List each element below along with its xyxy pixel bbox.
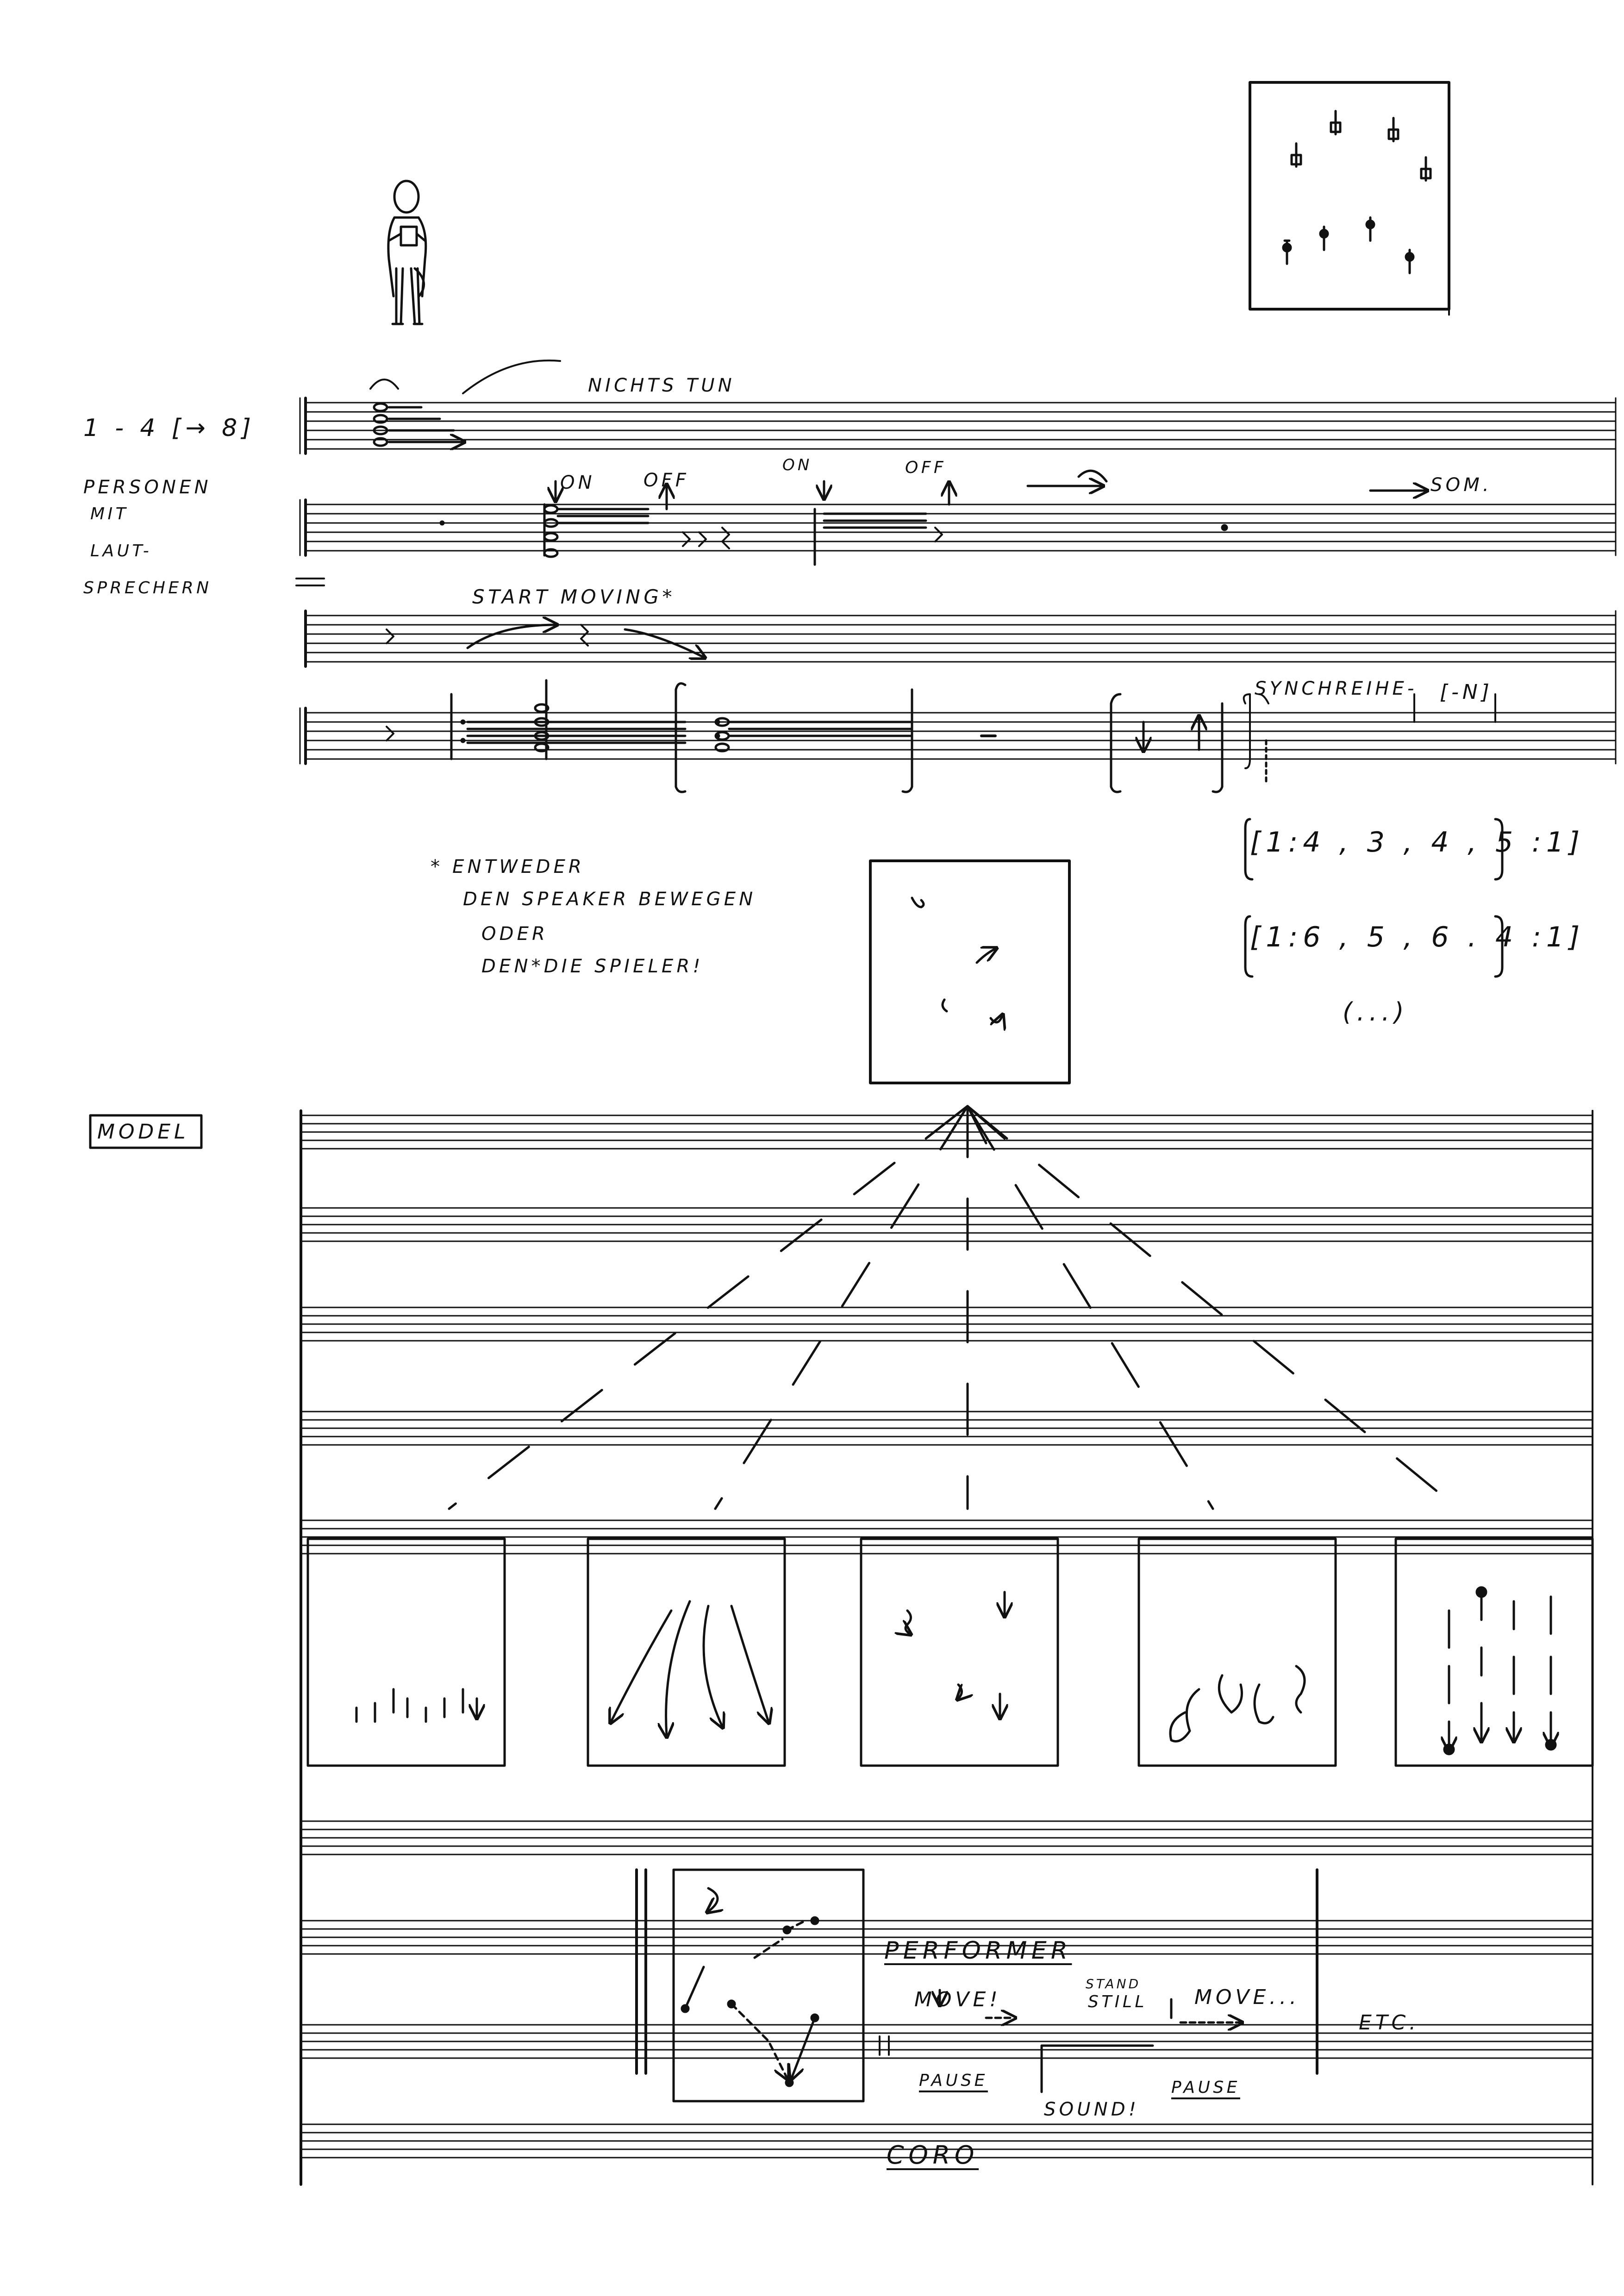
double-dash [296,579,324,585]
personen-label: PERSONEN [83,477,212,498]
figure-with-speaker-icon [388,181,426,324]
pause-label-2: PAUSE [1171,2078,1240,2097]
model-label: MODEL [97,1120,189,1144]
series-1: [1:4 , 3 , 4 , 5 :1] [1250,826,1585,859]
player-symbols [1283,218,1413,273]
som-label: SOM. [1430,474,1492,496]
move-label-2: MOVE... [1194,1985,1300,2009]
player-count: 1 - 4 [→ 8] [83,414,256,442]
stage-box-middle [870,861,1069,1083]
fermata-icon [370,380,398,389]
performer-label: PERFORMER [884,1937,1072,1965]
rest-icon [683,532,706,546]
footnote-line-4: DEN*DIE SPIELER! [481,956,704,977]
footnote-line-2: DEN SPEAKER BEWEGEN [463,889,756,910]
off-label-1: OFF [643,470,690,491]
model-box-1 [308,1539,505,1766]
synchreihe-label: SYNCHREIHE- [1255,678,1418,699]
footnote-line-3: ODER [481,923,549,945]
model-box-2 [588,1539,785,1766]
footnote-line-1: * ENTWEDER [431,856,585,877]
model-box-4 [1139,1539,1336,1766]
series-2: [1:6 , 5 , 6 . 4 :1] [1250,921,1585,953]
off-label-2: OFF [905,458,947,477]
speaker-symbols [1292,111,1430,180]
model-box-5 [1396,1539,1593,1766]
on-label-2: ON [782,456,812,474]
etc-label: ETC. [1359,2011,1420,2035]
stand-label: STAND [1086,1976,1141,1991]
synchreihe-n-label: [-N] [1440,680,1493,704]
laut-label: LAUT- [90,541,152,560]
coro-label: CORO [887,2140,979,2170]
start-moving-label: START MOVING* [472,585,676,608]
stage-box-top [1250,82,1449,315]
sound-label: SOUND! [1044,2099,1140,2120]
system-1 [300,361,1616,565]
series-etc: (...) [1343,997,1409,1027]
sprechern-label: SPRECHERN [83,579,212,597]
pause-label-1: PAUSE [919,2071,988,2090]
still-label: STILL [1088,1992,1147,2011]
on-label-1: ON [560,472,595,493]
move-label-1: MOVE! [914,1988,1001,2011]
mit-label: MIT [90,504,129,523]
model-box-3 [861,1539,1058,1766]
nichts-tun-label: NICHTS TUN [588,375,735,396]
